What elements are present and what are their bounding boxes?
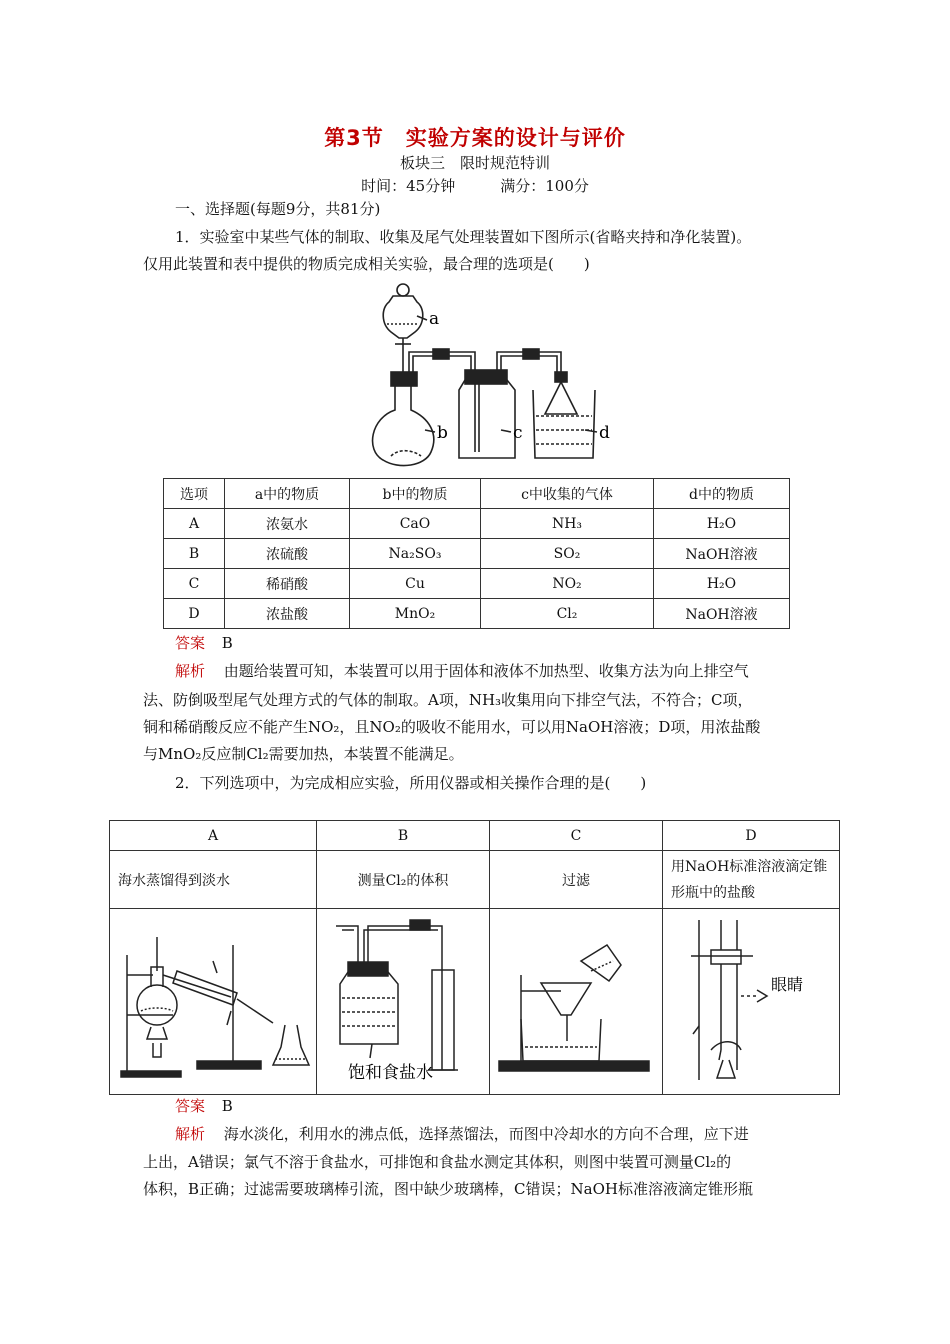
table-cell: NH₃ bbox=[481, 509, 654, 539]
answer-label: 答案 bbox=[175, 634, 206, 652]
q2-options-table bbox=[109, 820, 840, 1095]
answer-value: B bbox=[221, 634, 233, 652]
label-d: d bbox=[599, 423, 610, 443]
table-header-cell: b中的物质 bbox=[350, 479, 481, 509]
table-header-cell: A bbox=[110, 821, 317, 851]
table-row bbox=[164, 509, 790, 539]
table-cell: H₂O bbox=[654, 569, 790, 599]
q2-analysis-line1 bbox=[175, 1123, 749, 1144]
beaker bbox=[533, 390, 595, 458]
q1-analysis-line4: 与MnO₂反应制Cl₂需要加热，本装置不能满足。 bbox=[143, 745, 464, 763]
table-header-cell: c中收集的气体 bbox=[481, 479, 654, 509]
table-header-cell: B bbox=[317, 821, 490, 851]
saturated-brine-caption: 饱和食盐水 bbox=[348, 1062, 433, 1083]
answer-value: B bbox=[221, 1097, 233, 1115]
gas-collection-bottle bbox=[459, 380, 515, 458]
table-cell: NO₂ bbox=[481, 569, 654, 599]
table-cell: B bbox=[164, 539, 225, 569]
table-row bbox=[110, 851, 840, 909]
table-cell: Cu bbox=[350, 569, 481, 599]
q1-stem-line2: 仅用此装置和表中提供的物质完成相关实验，最合理的选项是( ) bbox=[143, 255, 590, 273]
table-header-row bbox=[110, 821, 840, 851]
table-cell: 浓氨水 bbox=[225, 509, 350, 539]
table-header-cell: a中的物质 bbox=[225, 479, 350, 509]
table-cell: 海水蒸馏得到淡水 bbox=[110, 851, 317, 909]
table-cell: CaO bbox=[350, 509, 481, 539]
table-cell: NaOH溶液 bbox=[654, 599, 790, 629]
table-header-cell: D bbox=[663, 821, 840, 851]
separatory-funnel bbox=[383, 296, 423, 338]
gas-volume-apparatus-figure bbox=[318, 910, 488, 1090]
q1-answer bbox=[175, 632, 233, 653]
table-cell: 浓盐酸 bbox=[225, 599, 350, 629]
q1-analysis-line2: 法、防倒吸型尾气处理方式的气体的制取。A项，NH₃收集用向下排空气法，不符合；C项， bbox=[143, 691, 753, 709]
q1-apparatus-figure bbox=[355, 280, 625, 480]
eye-caption: 眼睛 bbox=[771, 974, 804, 994]
table-cell: D bbox=[164, 599, 225, 629]
q2-answer bbox=[175, 1095, 233, 1116]
q2-analysis-line2: 上出，A错误；氯气不溶于食盐水，可排饱和食盐水测定其体积，则图中装置可测量Cl₂的 bbox=[143, 1153, 732, 1171]
figure-cell-c bbox=[490, 909, 663, 1095]
table-cell: NaOH溶液 bbox=[654, 539, 790, 569]
figure-cell-b bbox=[317, 909, 490, 1095]
table-figure-row bbox=[110, 909, 840, 1095]
q1-options-table bbox=[163, 478, 790, 629]
q1-analysis-line3: 铜和稀硝酸反应不能产生NO₂，且NO₂的吸收不能用水，可以用NaOH溶液；D项，用浓盐酸 bbox=[143, 718, 761, 736]
table-cell: 用NaOH标准溶液滴定锥形瓶中的盐酸 bbox=[663, 851, 840, 909]
table-cell: 稀硝酸 bbox=[225, 569, 350, 599]
label-c: c bbox=[513, 423, 523, 443]
analysis-text: 海水淡化，利用水的沸点低，选择蒸馏法，而图中冷却水的方向不合理，应下进 bbox=[223, 1125, 749, 1143]
table-header-cell: d中的物质 bbox=[654, 479, 790, 509]
titration-apparatus-figure bbox=[671, 910, 831, 1090]
table-cell: 过滤 bbox=[490, 851, 663, 909]
table-header-cell: 选项 bbox=[164, 479, 225, 509]
q1-stem-line1: 1．实验室中某些气体的制取、收集及尾气处理装置如下图所示(省略夹持和净化装置)。 bbox=[175, 228, 752, 246]
q2-analysis-line3: 体积，B正确；过滤需要玻璃棒引流，图中缺少玻璃棒，C错误；NaOH标准溶液滴定锥形瓶 bbox=[143, 1180, 753, 1198]
table-cell: C bbox=[164, 569, 225, 599]
table-row bbox=[164, 539, 790, 569]
answer-label: 答案 bbox=[175, 1097, 206, 1115]
figure-cell-a bbox=[110, 909, 317, 1095]
label-a: a bbox=[429, 309, 440, 329]
table-cell: 测量Cl₂的体积 bbox=[317, 851, 490, 909]
table-cell: MnO₂ bbox=[350, 599, 481, 629]
section-heading: 一、选择题(每题9分，共81分) bbox=[175, 200, 381, 218]
table-cell: SO₂ bbox=[481, 539, 654, 569]
figure-cell-d bbox=[663, 909, 840, 1095]
time-info: 时间：45分钟 满分：100分 bbox=[361, 177, 589, 195]
table-row bbox=[164, 599, 790, 629]
analysis-label: 解析 bbox=[175, 1125, 206, 1143]
table-cell: 浓硫酸 bbox=[225, 539, 350, 569]
table-header-cell: C bbox=[490, 821, 663, 851]
table-row bbox=[164, 569, 790, 599]
label-b: b bbox=[437, 423, 448, 443]
page-subtitle: 板块三 限时规范特训 bbox=[399, 154, 550, 172]
page-title: 第3节 实验方案的设计与评价 bbox=[324, 126, 626, 150]
table-cell: H₂O bbox=[654, 509, 790, 539]
distillation-apparatus-figure bbox=[113, 915, 313, 1085]
filtration-apparatus-figure bbox=[491, 915, 661, 1085]
table-cell: Cl₂ bbox=[481, 599, 654, 629]
analysis-text: 由题给装置可知，本装置可以用于固体和液体不加热型、收集方法为向上排空气 bbox=[223, 662, 749, 680]
q1-analysis-line1 bbox=[175, 660, 749, 681]
analysis-label: 解析 bbox=[175, 662, 206, 680]
table-cell: Na₂SO₃ bbox=[350, 539, 481, 569]
table-header-row bbox=[164, 479, 790, 509]
round-bottom-flask bbox=[373, 376, 434, 466]
table-cell: A bbox=[164, 509, 225, 539]
q2-stem: 2．下列选项中，为完成相应实验，所用仪器或相关操作合理的是( ) bbox=[175, 774, 647, 792]
